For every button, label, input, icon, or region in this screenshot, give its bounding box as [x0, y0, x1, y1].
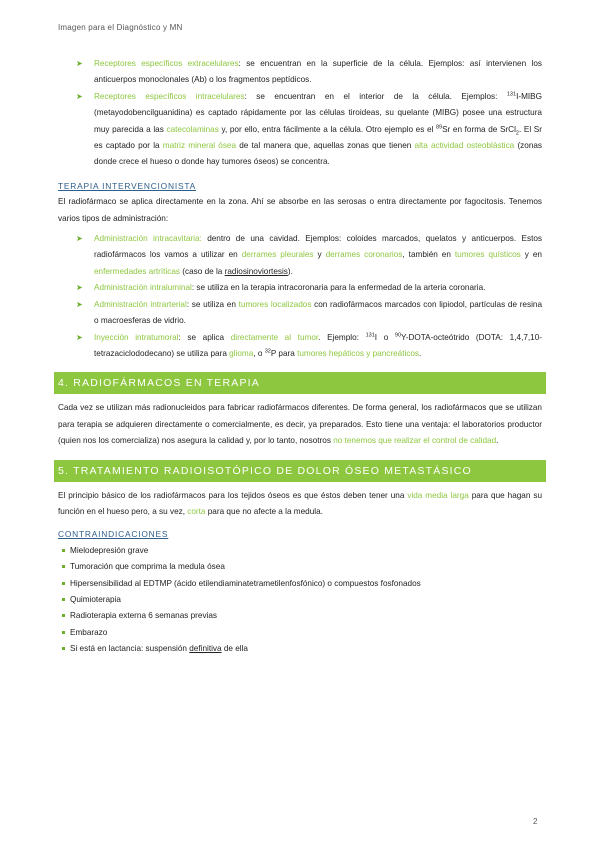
section-5-title: 5. TRATAMIENTO RADIOISOTÓPICO DE DOLOR ÓSEO METASTÁSICO	[54, 460, 546, 482]
page-number: 2	[533, 817, 538, 826]
list-item: ➤ Administración intrarterial: se utiliza en tumores localizados con radiofármacos marcados con lipiodol, partículas de resina o macroesferas de vidrio.	[58, 297, 542, 330]
list-item: Hipersensibilidad al EDTMP (ácido etilendiaminatetrametilenfosfónico) o compuestos fosfonados	[58, 576, 542, 592]
section-5-body: El principio básico de los radiofármacos para los tejidos óseos es que éstos deben tener una vida media larga para que hagan su función en el hueso pero, a su vez, corta para que no afecte a la medula.	[58, 490, 543, 516]
arrow-bullet-icon: ➤	[76, 299, 83, 309]
square-bullet-icon	[62, 549, 65, 552]
square-bullet-icon	[62, 565, 65, 568]
contraindications-heading: CONTRAINDICACIONES	[58, 529, 169, 540]
page-content	[58, 56, 542, 658]
list-item: ➤ Receptores específicos intracelulares: se encuentran en el interior de la célula. Ejemplos: $^{131}$I-MIBG (metayodobencilguanidina) es captado rápidamente por las células tiroideas, su quelante (MIBG) posee una estructura muy parecida a las catecolaminas y, por ello, entra fácilmente a la célula. Otro ejemplo es el $^{89}$Sr en forma de SrCl$_2$. El Sr es captado por la matriz mineral ósea de tal manera que, aquellas zonas que tienen alta actividad osteoblástica (zonas donde crece el hueso o donde hay tumores óseos) se concentra.	[58, 89, 542, 171]
list-item: ➤ Administración intracavitaria: dentro de una cavidad. Ejemplos: coloides marcados, quelatos y anticuerpos. Estos radiofármacos los vamos a utilizar en derrames pleurales y derrames coronarios, también en tumores quísticos y en enfermedades artríticas (caso de la radiosinoviortesis).	[58, 231, 542, 280]
list-item: ➤ Receptores específicos extracelulares: se encuentran en la superficie de la célula. Ejemplos: así intervienen los anticuerpos monoclonales (Ab) o los fragmentos peptídicos.	[58, 56, 542, 89]
arrow-bullet-icon: ➤	[76, 283, 83, 293]
contraindications-list	[58, 543, 542, 658]
list-item: Mielodepresión grave	[58, 543, 542, 559]
list-item: ➤ Inyección intratumoral: se aplica directamente al tumor. Ejemplo: $^{131}$I o $^{90}$Y-DOTA-octeótrido (DOTA: 1,4,7,10-tetrazaciclododecano) se utiliza para glioma, o $^{32}$P para tumores hepáticos y pancreáticos.	[58, 330, 542, 363]
section-4-body: Cada vez se utilizan más radionucleidos para fabricar radiofármacos diferentes. De forma general, los radiofármacos que se utilizan para terapia se adquieren directamente o comercialmente, es decir, ya preparados. Esto tiene una ventaja: el laboratorios productor (quien nos los comercializa) nos asegura la calidad y, por lo tanto, nosotros no tenemos que realizar el control de calidad.	[58, 403, 542, 446]
arrow-bullet-icon: ➤	[76, 91, 83, 101]
administration-list	[58, 231, 542, 362]
square-bullet-icon	[62, 598, 65, 601]
terapia-intro: El radiofármaco se aplica directamente en la zona. Ahí se absorbe en las serosas o entra directamente por fagocitosis. Tenemos varios tipos de administración:	[58, 197, 542, 223]
page-header: Imagen para el Diagnóstico y MN	[58, 23, 183, 32]
list-item: Tumoración que comprima la medula ósea	[58, 559, 542, 575]
arrow-bullet-icon: ➤	[76, 234, 83, 244]
square-bullet-icon	[62, 614, 65, 617]
square-bullet-icon	[62, 631, 65, 634]
terapia-heading: TERAPIA INTERVENCIONISTA	[58, 180, 197, 191]
list-item: Si está en lactancia: suspensión definitiva de ella	[58, 641, 542, 657]
square-bullet-icon	[62, 582, 65, 585]
receptor-list	[58, 56, 542, 171]
list-item: Radioterapia externa 6 semanas previas	[58, 608, 542, 624]
square-bullet-icon	[62, 647, 65, 650]
section-4-title: 4. RADIOFÁRMACOS EN TERAPIA	[54, 372, 546, 394]
arrow-bullet-icon: ➤	[76, 59, 83, 68]
list-item: Embarazo	[58, 625, 542, 641]
list-item: Quimioterapia	[58, 592, 542, 608]
list-item: ➤ Administración intraluminal: se utiliza en la terapia intracoronaria para la enfermedad de la arteria coronaria.	[58, 280, 542, 296]
arrow-bullet-icon: ➤	[76, 332, 83, 342]
